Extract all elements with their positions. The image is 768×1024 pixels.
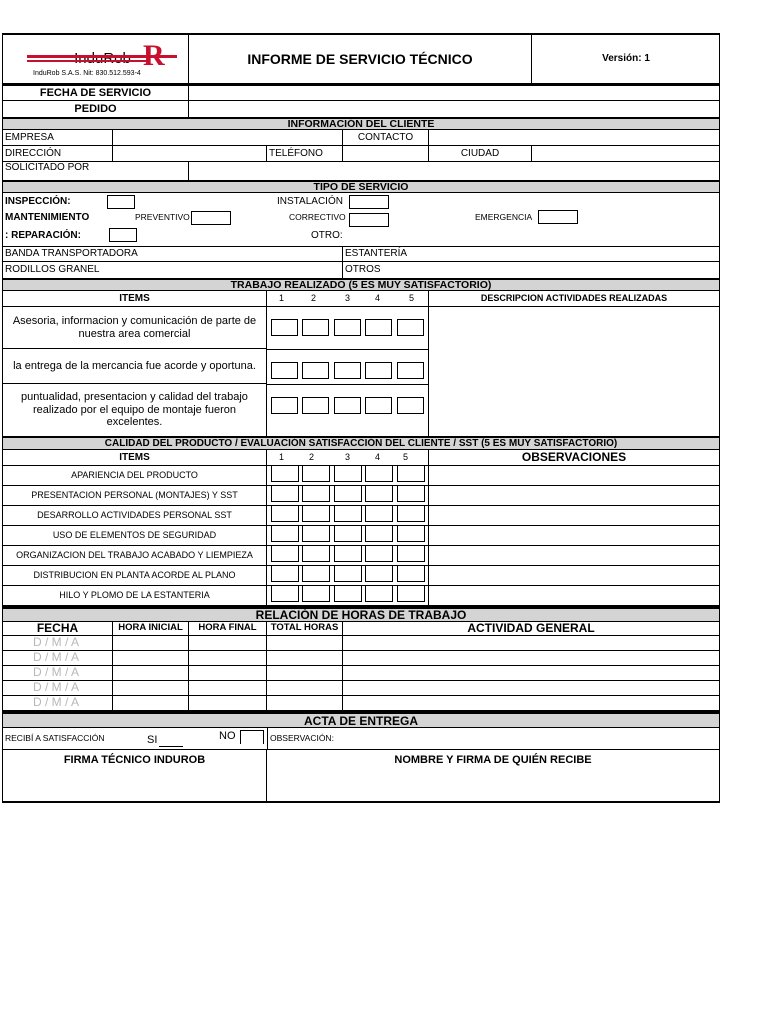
total-horas-field[interactable] bbox=[267, 666, 343, 680]
contacto-field[interactable] bbox=[429, 130, 719, 145]
hours-col-fecha: FECHA bbox=[3, 622, 113, 635]
work-1-rating-4[interactable] bbox=[365, 319, 392, 336]
hora-final-field[interactable] bbox=[189, 681, 267, 695]
work-1-rating-5[interactable] bbox=[397, 319, 424, 336]
work-header-row bbox=[2, 291, 720, 307]
preventivo-checkbox[interactable] bbox=[191, 211, 231, 225]
estanteria-label[interactable]: ESTANTERÍA bbox=[345, 248, 408, 260]
hours-row bbox=[2, 636, 720, 651]
hora-final-field[interactable] bbox=[189, 651, 267, 665]
quality-rating-box-5[interactable] bbox=[397, 466, 425, 482]
quality-rating-box-2[interactable] bbox=[302, 466, 330, 482]
acta-row bbox=[2, 728, 720, 750]
quality-observation-field[interactable] bbox=[429, 586, 719, 605]
quality-observation-field[interactable] bbox=[429, 486, 719, 505]
work-section-header: TRABAJO REALIZADO (5 ES MUY SATISFACTORIO) bbox=[2, 278, 720, 291]
banda-row bbox=[2, 246, 720, 262]
quality-rating-box-2[interactable] bbox=[302, 586, 330, 602]
quality-rating-box-5[interactable] bbox=[397, 546, 425, 562]
quality-rating-box-3[interactable] bbox=[334, 506, 362, 522]
quality-rating-box-1[interactable] bbox=[271, 526, 299, 542]
logo-subtitle: InduRob S.A.S. Nit: 830.512.593-4 bbox=[33, 70, 141, 77]
actividad-field[interactable] bbox=[343, 696, 719, 710]
work-1-rating-3[interactable] bbox=[334, 319, 361, 336]
hora-final-field[interactable] bbox=[189, 666, 267, 680]
quality-item-label: DESARROLLO ACTIVIDADES PERSONAL SST bbox=[3, 506, 267, 525]
solicitado-field[interactable] bbox=[189, 162, 719, 180]
quality-rows bbox=[2, 466, 720, 606]
quality-item-label: PRESENTACION PERSONAL (MONTAJES) Y SST bbox=[3, 486, 267, 505]
empresa-field[interactable] bbox=[113, 130, 343, 145]
quality-section-header: CALIDAD DEL PRODUCTO / EVALUACIÓN SATISFACCIÓN DEL CLIENTE / SST (5 ES MUY SATISFACTORIO) bbox=[2, 436, 720, 450]
total-horas-field[interactable] bbox=[267, 696, 343, 710]
hora-inicial-field[interactable] bbox=[113, 666, 189, 680]
reparacion-checkbox[interactable] bbox=[109, 228, 137, 242]
quality-rating-box-1[interactable] bbox=[271, 506, 299, 522]
hours-date-field[interactable] bbox=[3, 696, 113, 710]
quality-scale-4: 4 bbox=[375, 452, 381, 463]
instalacion-checkbox[interactable] bbox=[349, 195, 389, 209]
preventivo-label: PREVENTIVO bbox=[135, 212, 190, 223]
quality-rating-box-5[interactable] bbox=[397, 526, 425, 542]
correctivo-checkbox[interactable] bbox=[349, 213, 389, 227]
logo-bar-icon-2 bbox=[27, 60, 147, 62]
ciudad-label: CIUDAD bbox=[429, 146, 532, 161]
pedido-field[interactable] bbox=[189, 101, 719, 117]
quality-item-label: HILO Y PLOMO DE LA ESTANTERIA bbox=[3, 586, 267, 605]
work-2-rating-1[interactable] bbox=[271, 362, 298, 379]
rodillos-row bbox=[2, 262, 720, 278]
fecha-servicio-label: FECHA DE SERVICIO bbox=[3, 86, 189, 100]
quality-rating-box-2[interactable] bbox=[302, 506, 330, 522]
work-1-rating-1[interactable] bbox=[271, 319, 298, 336]
quality-scale-5: 5 bbox=[403, 452, 409, 463]
quality-rating-box-5[interactable] bbox=[397, 486, 425, 502]
direccion-field[interactable] bbox=[113, 146, 267, 161]
no-option[interactable] bbox=[217, 728, 267, 749]
no-label: NO bbox=[219, 730, 236, 742]
quality-item-label: ORGANIZACION DEL TRABAJO ACABADO Y LIEMPIEZA bbox=[3, 546, 267, 565]
quality-rating-cell bbox=[267, 546, 429, 565]
quality-rating-box-3[interactable] bbox=[334, 486, 362, 502]
hours-col-actividad: ACTIVIDAD GENERAL bbox=[467, 622, 595, 635]
hours-date-field[interactable] bbox=[3, 651, 113, 665]
firma-recibe[interactable]: NOMBRE Y FIRMA DE QUIÉN RECIBE bbox=[394, 754, 592, 766]
logo bbox=[3, 35, 189, 83]
quality-row bbox=[2, 506, 720, 526]
work-3-rating-4[interactable] bbox=[365, 397, 392, 414]
hours-row bbox=[2, 681, 720, 696]
quality-rating-box-4[interactable] bbox=[365, 546, 393, 562]
quality-rating-box-3[interactable] bbox=[334, 526, 362, 542]
quality-rating-box-4[interactable] bbox=[365, 586, 393, 602]
work-3-rating-1[interactable] bbox=[271, 397, 298, 414]
emergencia-label: EMERGENCIA bbox=[475, 212, 533, 223]
date-placeholder: D / M / A bbox=[33, 666, 80, 680]
contacto-label: CONTACTO bbox=[343, 130, 429, 145]
si-label: SI bbox=[147, 734, 158, 747]
quality-item-label: USO DE ELEMENTOS DE SEGURIDAD bbox=[3, 526, 267, 545]
work-item-1: Asesoria, informacion y comunicación de parte de nuestra area comercial bbox=[3, 307, 266, 349]
solicitado-label: SOLICITADO POR bbox=[3, 162, 189, 180]
quality-header-row bbox=[2, 450, 720, 466]
otros-label[interactable]: OTROS bbox=[345, 264, 381, 276]
quality-rating-box-2[interactable] bbox=[302, 566, 330, 582]
header-row bbox=[2, 33, 720, 83]
quality-rating-cell bbox=[267, 586, 429, 605]
telefono-label: TELÉFONO bbox=[267, 146, 343, 161]
work-2-rating-4[interactable] bbox=[365, 362, 392, 379]
service-type-section-header: TIPO DE SERVICIO bbox=[2, 180, 720, 193]
instalacion-label: INSTALACIÓN bbox=[277, 196, 343, 208]
work-body bbox=[2, 307, 720, 436]
quality-observation-field[interactable] bbox=[429, 526, 719, 545]
si-option[interactable] bbox=[145, 728, 195, 749]
quality-scale-2: 2 bbox=[309, 452, 315, 463]
work-scale-1: 1 bbox=[279, 293, 285, 304]
observacion-label[interactable]: OBSERVACIÓN: bbox=[267, 728, 719, 749]
quality-rating-cell bbox=[267, 526, 429, 545]
fecha-row bbox=[2, 83, 720, 100]
hora-inicial-field[interactable] bbox=[113, 696, 189, 710]
hours-date-field[interactable] bbox=[3, 636, 113, 650]
inspeccion-label: INSPECCIÓN: bbox=[5, 196, 71, 208]
quality-observation-field[interactable] bbox=[429, 546, 719, 565]
empresa-label: EMPRESA bbox=[3, 130, 113, 145]
mantenimiento-label: MANTENIMIENTO bbox=[5, 212, 90, 224]
work-scale-3: 3 bbox=[345, 293, 351, 304]
quality-rating-cell bbox=[267, 506, 429, 525]
total-horas-field[interactable] bbox=[267, 636, 343, 650]
work-rating-column bbox=[267, 307, 429, 436]
fecha-servicio-field[interactable] bbox=[189, 86, 719, 100]
quality-scale bbox=[267, 450, 429, 465]
quality-rating-box-2[interactable] bbox=[302, 546, 330, 562]
service-type-block bbox=[2, 193, 720, 246]
work-scale-5: 5 bbox=[409, 293, 415, 304]
work-2-rating-3[interactable] bbox=[334, 362, 361, 379]
report-title: INFORME DE SERVICIO TÉCNICO bbox=[189, 35, 532, 83]
quality-rating-cell bbox=[267, 466, 429, 485]
quality-rating-cell bbox=[267, 486, 429, 505]
hora-inicial-field[interactable] bbox=[113, 636, 189, 650]
quality-rating-box-4[interactable] bbox=[365, 486, 393, 502]
quality-rating-box-5[interactable] bbox=[397, 506, 425, 522]
actividad-field[interactable] bbox=[343, 651, 719, 665]
hours-rows bbox=[2, 636, 720, 711]
work-scale bbox=[267, 291, 429, 306]
quality-item-label: DISTRIBUCION EN PLANTA ACORDE AL PLANO bbox=[3, 566, 267, 585]
hours-date-field[interactable] bbox=[3, 666, 113, 680]
acta-section-header: ACTA DE ENTREGA bbox=[2, 711, 720, 728]
telefono-field[interactable] bbox=[343, 146, 429, 161]
work-item-3: puntualidad, presentacion y calidad del trabajo realizado por el equipo de montaje fueron excelentes. bbox=[21, 391, 248, 429]
client-section-header: INFORMACIÓN DEL CLIENTE bbox=[2, 117, 720, 130]
total-horas-field[interactable] bbox=[267, 681, 343, 695]
quality-rating-box-3[interactable] bbox=[334, 466, 362, 482]
work-desc-label: DESCRIPCION ACTIVIDADES REALIZADAS bbox=[480, 293, 668, 304]
hours-row bbox=[2, 666, 720, 681]
date-placeholder: D / M / A bbox=[33, 636, 80, 650]
quality-row bbox=[2, 486, 720, 506]
quality-rating-cell bbox=[267, 566, 429, 585]
inspeccion-checkbox[interactable] bbox=[107, 195, 135, 209]
quality-rating-box-4[interactable] bbox=[365, 466, 393, 482]
total-horas-field[interactable] bbox=[267, 651, 343, 665]
logo-letter: R bbox=[143, 39, 165, 72]
reparacion-label: : REPARACIÓN: bbox=[5, 230, 81, 242]
date-placeholder: D / M / A bbox=[33, 651, 80, 665]
quality-observation-field[interactable] bbox=[429, 506, 719, 525]
work-items-label: ITEMS bbox=[3, 291, 267, 306]
hora-inicial-field[interactable] bbox=[113, 651, 189, 665]
recibi-label: RECIBÍ A SATISFACCIÓN bbox=[5, 732, 105, 743]
ciudad-field[interactable] bbox=[532, 146, 719, 161]
hora-final-field[interactable] bbox=[189, 696, 267, 710]
work-2-rating-5[interactable] bbox=[397, 362, 424, 379]
solicitado-row bbox=[2, 162, 720, 180]
actividad-field[interactable] bbox=[343, 636, 719, 650]
hours-col-final: HORA FINAL bbox=[189, 622, 267, 635]
quality-scale-3: 3 bbox=[345, 452, 351, 463]
quality-rating-box-1[interactable] bbox=[271, 546, 299, 562]
quality-rating-box-4[interactable] bbox=[365, 506, 393, 522]
hours-row bbox=[2, 651, 720, 666]
quality-item-label: APARIENCIA DEL PRODUCTO bbox=[3, 466, 267, 485]
hours-header-row bbox=[2, 622, 720, 636]
hours-col-inicial: HORA INICIAL bbox=[113, 622, 189, 635]
quality-scale-1: 1 bbox=[279, 452, 285, 463]
work-scale-2: 2 bbox=[311, 293, 317, 304]
direccion-row bbox=[2, 146, 720, 162]
quality-obs-label: OBSERVACIONES bbox=[521, 450, 627, 464]
otro-label: OTRO: bbox=[311, 230, 343, 242]
date-placeholder: D / M / A bbox=[33, 696, 80, 710]
si-blank[interactable] bbox=[159, 734, 183, 747]
quality-items-label: ITEMS bbox=[3, 450, 267, 465]
work-3-rating-3[interactable] bbox=[334, 397, 361, 414]
work-2-rating-2[interactable] bbox=[302, 362, 329, 379]
quality-row bbox=[2, 546, 720, 566]
hora-final-field[interactable] bbox=[189, 636, 267, 650]
quality-rating-box-2[interactable] bbox=[302, 486, 330, 502]
work-3-rating-2[interactable] bbox=[302, 397, 329, 414]
pedido-label: PEDIDO bbox=[3, 101, 189, 117]
quality-row bbox=[2, 466, 720, 486]
firma-tecnico[interactable]: FIRMA TÉCNICO INDUROB bbox=[3, 750, 267, 801]
hora-inicial-field[interactable] bbox=[113, 681, 189, 695]
logo-name: InduRob bbox=[74, 50, 131, 68]
actividad-field[interactable] bbox=[343, 666, 719, 680]
quality-rating-box-4[interactable] bbox=[365, 566, 393, 582]
actividad-field[interactable] bbox=[343, 681, 719, 695]
hours-row bbox=[2, 696, 720, 711]
rodillos-label[interactable]: RODILLOS GRANEL bbox=[3, 262, 343, 278]
signatures-row bbox=[2, 750, 720, 803]
pedido-row bbox=[2, 100, 720, 117]
service-report-form bbox=[2, 33, 720, 803]
quality-rating-box-1[interactable] bbox=[271, 586, 299, 602]
quality-rating-box-5[interactable] bbox=[397, 586, 425, 602]
work-description-field[interactable] bbox=[429, 307, 719, 436]
date-placeholder: D / M / A bbox=[33, 681, 80, 695]
work-scale-4: 4 bbox=[375, 293, 381, 304]
work-items-column bbox=[3, 307, 267, 436]
quality-observation-field[interactable] bbox=[429, 466, 719, 485]
hours-date-field[interactable] bbox=[3, 681, 113, 695]
quality-row bbox=[2, 586, 720, 606]
work-item-2: la entrega de la mercancia fue acorde y oportuna. bbox=[3, 349, 266, 384]
empresa-row bbox=[2, 130, 720, 146]
quality-rating-box-1[interactable] bbox=[271, 486, 299, 502]
quality-rating-box-1[interactable] bbox=[271, 466, 299, 482]
hours-col-total: TOTAL HORAS bbox=[267, 622, 343, 635]
work-1-rating-2[interactable] bbox=[302, 319, 329, 336]
quality-rating-box-2[interactable] bbox=[302, 526, 330, 542]
direccion-label: DIRECCIÓN bbox=[3, 146, 113, 161]
quality-rating-box-4[interactable] bbox=[365, 526, 393, 542]
correctivo-label: CORRECTIVO bbox=[289, 212, 346, 223]
emergencia-checkbox[interactable] bbox=[538, 210, 578, 224]
quality-row bbox=[2, 566, 720, 586]
quality-row bbox=[2, 526, 720, 546]
hours-section-header: RELACIÓN DE HORAS DE TRABAJO bbox=[2, 606, 720, 622]
quality-rating-box-1[interactable] bbox=[271, 566, 299, 582]
quality-rating-box-3[interactable] bbox=[334, 546, 362, 562]
quality-rating-box-3[interactable] bbox=[334, 586, 362, 602]
quality-rating-box-3[interactable] bbox=[334, 566, 362, 582]
quality-observation-field[interactable] bbox=[429, 566, 719, 585]
work-3-rating-5[interactable] bbox=[397, 397, 424, 414]
version-label: Versión: 1 bbox=[602, 53, 650, 65]
no-blank[interactable] bbox=[240, 730, 264, 744]
banda-label[interactable]: BANDA TRANSPORTADORA bbox=[3, 247, 343, 261]
quality-rating-box-5[interactable] bbox=[397, 566, 425, 582]
